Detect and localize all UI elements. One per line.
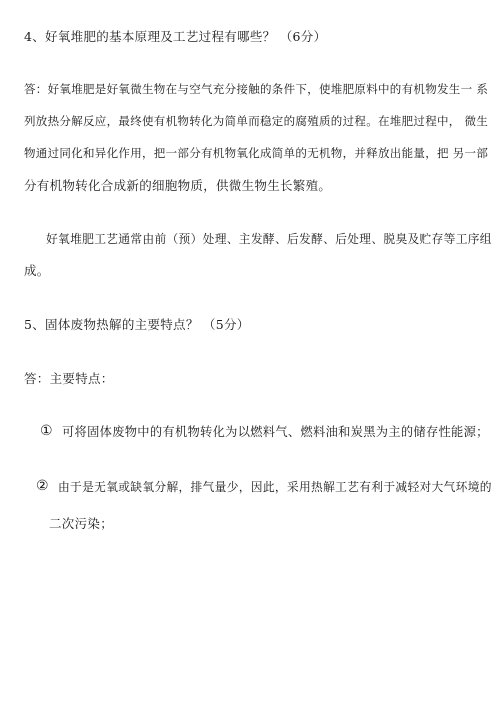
q4-answer-line-2: 列放热分解反应，最终使有机物转化为简单而稳定的腐殖质的过程。在堆肥过程中， 微生 (24, 114, 489, 128)
q4-process-line-1: 好氧堆肥工艺通常由前（预）处理、主发酵、后发酵、后处理、脱臭及贮存等工序组 (46, 232, 492, 246)
point-1-text: 可将固体废物中的有机物转化为以燃料气、燃料油和炭黑为主的储存性能源； (62, 425, 489, 439)
q4-answer-line-4: 分有机物转化合成新的细胞物质，供微生物生长繁殖。 (24, 178, 332, 193)
question-4-title: 4、好氧堆肥的基本原理及工艺过程有哪些？ （6分） (24, 29, 327, 44)
point-2-text-line-2: 二次污染； (49, 516, 114, 531)
q4-answer-line-1: 答：好氧堆肥是好氧微生物在与空气充分接触的条件下，使堆肥原料中的有机物发生一 系 (24, 82, 489, 96)
point-2-text-line-1: 由于是无氧或缺氧分解，排气量少，因此，采用热解工艺有利于减轻对大气环境的 (58, 480, 492, 494)
q4-process-line-2: 成。 (24, 263, 50, 278)
point-2-marker: ② (36, 478, 49, 494)
point-1-marker: ① (40, 423, 53, 439)
q4-answer-line-3: 物通过同化和异化作用，把一部分有机物氧化成简单的无机物，并释放出能量，把 另一部 (24, 146, 489, 160)
question-5-title: 5、固体废物热解的主要特点？ （5分） (24, 317, 250, 332)
q5-answer-intro: 答：主要特点： (24, 371, 114, 386)
